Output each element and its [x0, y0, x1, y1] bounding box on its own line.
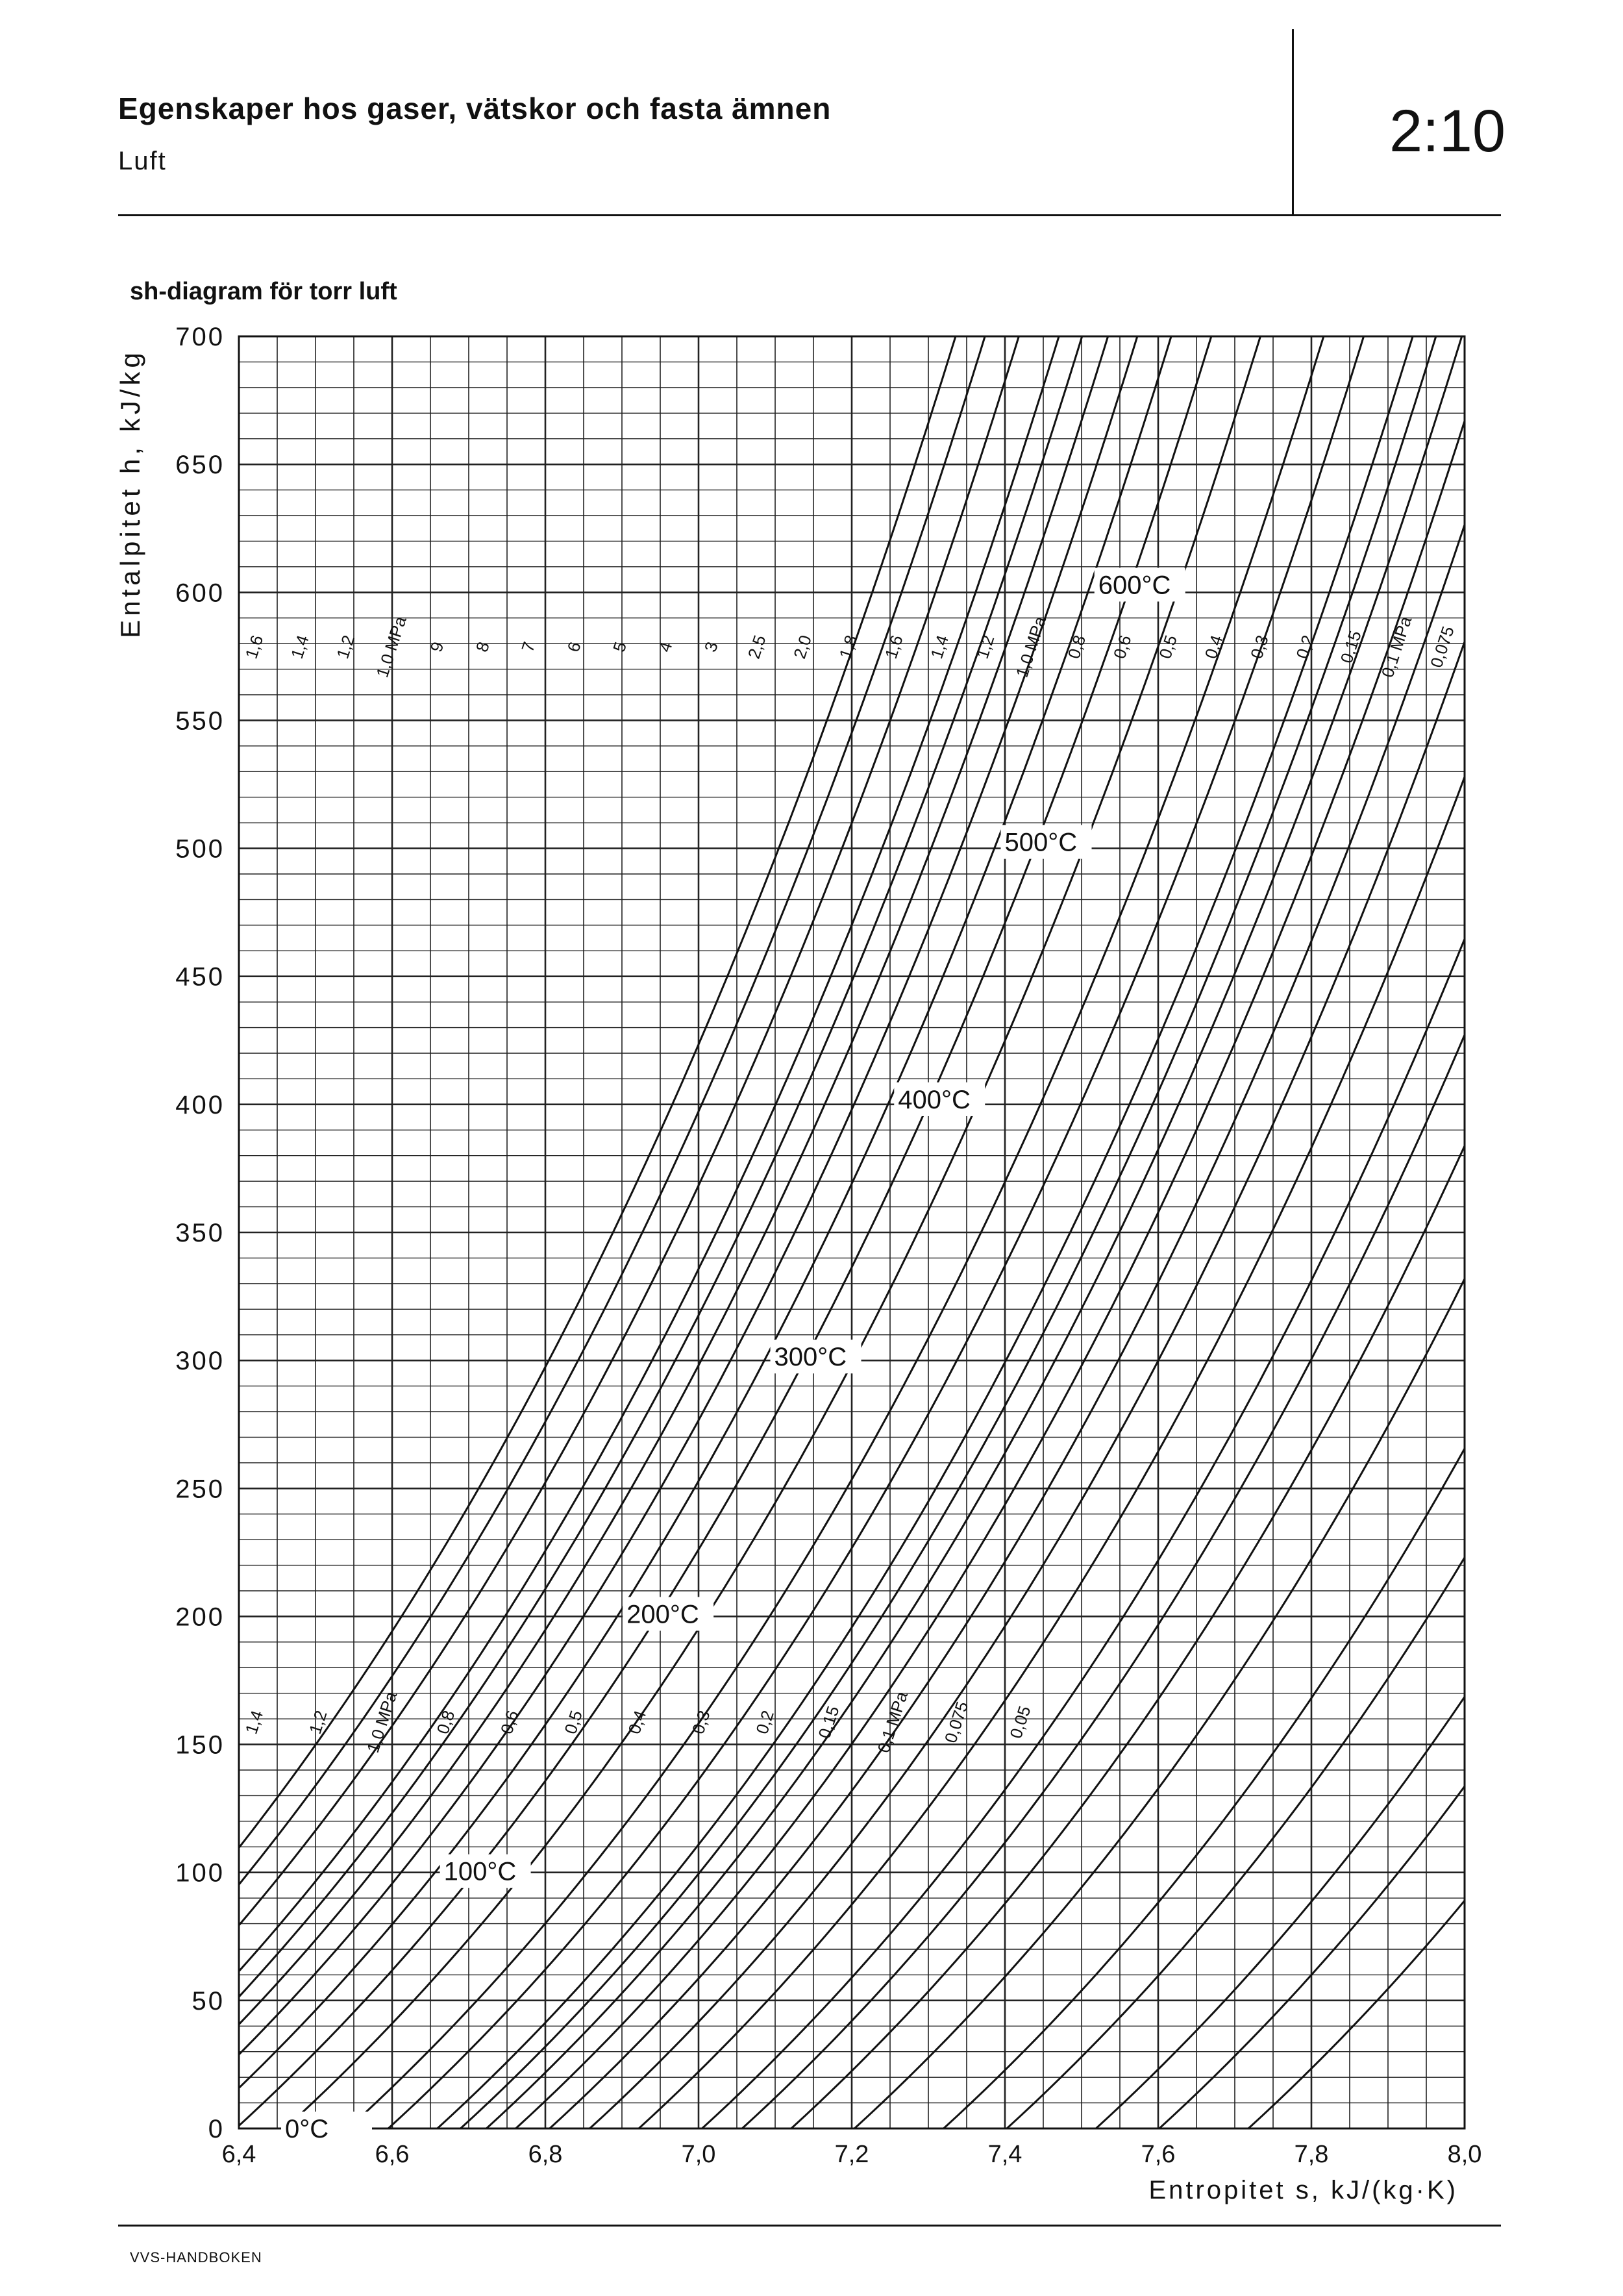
isobar-line [917, 173, 1623, 2206]
y-tick-label: 250 [175, 1475, 225, 1504]
isobar-line [854, 173, 1623, 2206]
isobar-label: 0,3 [1246, 632, 1272, 662]
isobar-label: 3 [700, 639, 722, 655]
isobar-label: 1,8 [835, 632, 861, 662]
isotherm-label: 400°C [898, 1085, 971, 1114]
y-tick-label: 350 [175, 1219, 225, 1247]
y-tick-label: 300 [175, 1347, 225, 1376]
isobar-line [0, 173, 1034, 2206]
isobar-label: 1,2 [332, 632, 359, 662]
isobar-label: 0,075 [1426, 623, 1458, 670]
isobar-labels [242, 614, 1458, 1755]
isobar-label: 1,2 [972, 632, 998, 662]
isobar-line [348, 173, 1462, 2206]
y-tick-labels [175, 323, 225, 2143]
isobar-label: 0,2 [752, 1708, 778, 1737]
isobar-label: 8 [471, 639, 493, 655]
y-tick-label: 600 [175, 579, 225, 608]
isotherm-label: 600°C [1098, 571, 1171, 600]
footer-text: VVS-HANDBOKEN [130, 2249, 262, 2265]
grid-major [239, 336, 1465, 2128]
isobar-line [0, 173, 1068, 2206]
isobar-label: 1,0 MPa [372, 614, 410, 680]
x-tick-label: 6,4 [221, 2141, 256, 2168]
isobar-label: 0,2 [1292, 632, 1319, 662]
chart-title: sh-diagram för torr luft [130, 278, 397, 305]
isobar-line [1070, 173, 1623, 2206]
x-tick-label: 6,6 [375, 2141, 410, 2168]
isobar-label: 1,6 [241, 632, 267, 662]
footer-divider [118, 2225, 1501, 2227]
isobar-line [1006, 173, 1623, 2206]
isotherm-label: 500°C [1004, 828, 1078, 857]
isobar-line [0, 173, 1108, 2206]
isobar-label: 0,8 [432, 1708, 459, 1737]
isobar-label: 5 [609, 639, 631, 655]
x-tick-labels [222, 2141, 1482, 2168]
isobar-label: 6 [563, 639, 585, 655]
x-tick-label: 8,0 [1447, 2141, 1482, 2168]
isobar-label: 4 [654, 639, 676, 655]
isobar-line [702, 173, 1623, 2206]
y-tick-label: 50 [192, 1986, 225, 2015]
y-tick-label: 200 [175, 1603, 225, 1632]
y-tick-label: 450 [175, 962, 225, 992]
isobar-label: 0,8 [1063, 632, 1090, 662]
isobar-line [427, 173, 1541, 2206]
isobar-label: 2,5 [743, 632, 770, 662]
isobar-label: 0,6 [1109, 632, 1135, 662]
isobar-line [652, 173, 1623, 2206]
isobar-label: 0,3 [688, 1708, 714, 1737]
isobar-label: 0,15 [1336, 628, 1365, 666]
isobar-line [613, 173, 1623, 2206]
isobar-label: 0,5 [1155, 632, 1181, 662]
page-number: 2:10 [1389, 98, 1506, 164]
isobar-line [765, 173, 1623, 2206]
isobar-label: 1,0 MPa [1011, 614, 1050, 680]
isobar-lines [0, 173, 1623, 2206]
isobar-label: 0,4 [1200, 632, 1227, 662]
isobar-label: 0,15 [814, 1703, 843, 1741]
isobar-label: 0,1 MPa [873, 1689, 912, 1755]
isotherm-label: 0°C [285, 2115, 329, 2143]
y-axis-label: Entalpitet h, kJ/kg [115, 349, 145, 638]
isobar-label: 0,1 MPa [1377, 614, 1416, 680]
isobar-line [549, 173, 1623, 2206]
page-title: Egenskaper hos gaser, vätskor och fasta ämnen [118, 92, 832, 125]
isobar-label: 7 [517, 639, 539, 655]
isobar-label: 1,6 [880, 632, 907, 662]
isotherm-label: 100°C [443, 1857, 517, 1886]
isobar-label: 2,0 [789, 632, 815, 662]
x-tick-label: 7,4 [987, 2141, 1022, 2168]
y-tick-label: 0 [208, 2115, 225, 2143]
isobar-label: 1,0 MPa [362, 1689, 401, 1755]
y-tick-label: 650 [175, 451, 225, 480]
isobar-line [195, 173, 1309, 2206]
x-tick-label: 7,2 [834, 2141, 869, 2168]
isobar-label: 1,4 [241, 1708, 267, 1737]
x-tick-label: 7,8 [1294, 2141, 1329, 2168]
y-tick-label: 150 [175, 1730, 225, 1760]
isobar-line [460, 173, 1574, 2206]
y-tick-label: 700 [175, 323, 225, 351]
x-tick-label: 7,6 [1141, 2141, 1176, 2168]
page-subtitle: Luft [118, 147, 167, 175]
isobar-label: 1,4 [926, 632, 953, 662]
isobar-label: 0,6 [496, 1708, 523, 1737]
isobar-label: 1,2 [304, 1708, 331, 1737]
isobar-label: 1,4 [286, 632, 313, 662]
x-tick-label: 6,8 [528, 2141, 563, 2168]
x-axis-label: Entropitet s, kJ/(kg·K) [1148, 2176, 1458, 2204]
isobar-label: 0,5 [560, 1708, 586, 1737]
y-tick-label: 550 [175, 706, 225, 736]
isobar-label: 0,4 [624, 1708, 650, 1737]
isobar-label: 0,05 [1006, 1703, 1035, 1741]
isobar-label: 9 [426, 639, 448, 655]
isobar-label: 0,075 [940, 1699, 973, 1745]
isotherm-label: 300°C [774, 1343, 847, 1372]
y-tick-label: 100 [175, 1858, 225, 1888]
y-tick-label: 500 [175, 834, 225, 864]
x-tick-label: 7,0 [681, 2141, 716, 2168]
isotherm-label: 200°C [626, 1600, 699, 1629]
y-tick-label: 400 [175, 1090, 225, 1119]
